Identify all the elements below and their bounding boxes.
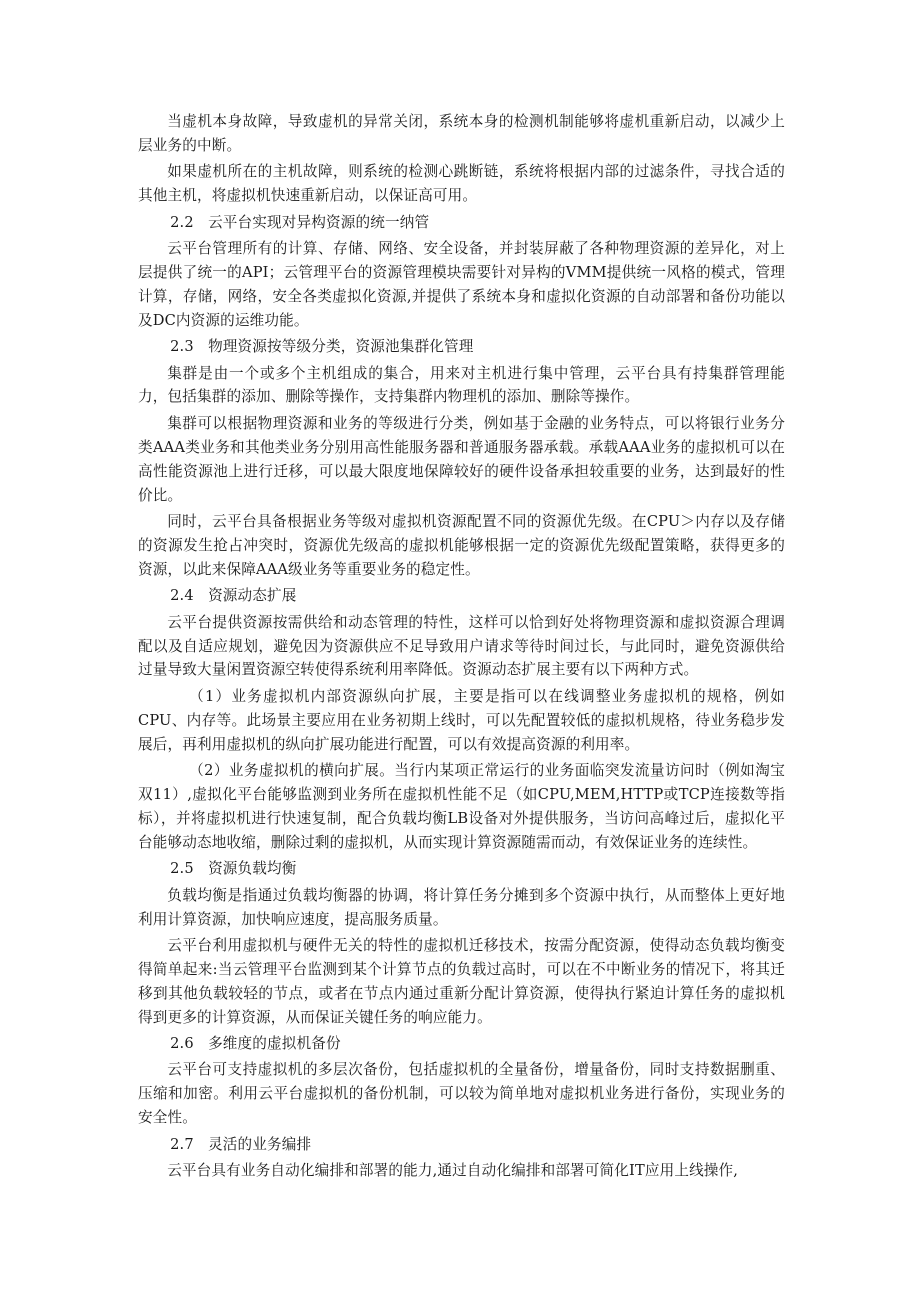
- section-number: 2.3: [170, 338, 194, 356]
- paragraph: 云平台提供资源按需供给和动态管理的特性，这样可以恰到好处将物理资源和虚拟资源合理调配以及自适应规划，避免因为资源供应不足导致用户请求等待时间过长，与此同时，避免资源供给过量导致大量闲置资源空转使得系统利用率降低。资源动态扩展主要有以下两种方式。: [138, 613, 785, 679]
- paragraph: 当虚机本身故障，导致虚机的异常关闭，系统本身的检测机制能够将虚机重新启动，以减少上层业务的中断。: [138, 113, 785, 154]
- document-page: [138, 110, 785, 1185]
- section-number: 2.5: [170, 860, 194, 878]
- paragraph: 云平台利用虚拟机与硬件无关的特性的虚拟机迁移技术，按需分配资源，使得动态负载均衡变得简单起来:当云管理平台监测到某个计算节点的负载过高时，可以在不中断业务的情况下，将其迁移到其他负载较轻的节点，或者在节点内通过重新分配计算资源，使得执行紧迫计算任务的虚拟机得到更多的计算资源，从而保证关键任务的响应能力。: [138, 936, 785, 1026]
- section-number: 2.7: [170, 1135, 194, 1153]
- section-heading: [138, 211, 785, 235]
- paragraph: 集群可以根据物理资源和业务的等级进行分类，例如基于金融的业务特点，可以将银行业务分类AAA类业务和其他类业务分别用高性能服务器和普通服务器承载。承载AAA业务的虚拟机可以在高性能资源池上进行迁移，可以最大限度地保障较好的硬件设备承担较重要的业务，达到最好的性价比。: [138, 414, 785, 504]
- paragraph: 云平台管理所有的计算、存储、网络、安全设备，并封装屏蔽了各种物理资源的差异化，对上层提供了统一的API；云管理平台的资源管理模块需要针对异构的VMM提供统一风格的模式，管理计算，存储，网络，安全各类虚拟化资源,并提供了系统本身和虚拟化资源的自动部署和备份功能以及DC内资源的运维功能。: [138, 240, 785, 329]
- section-heading: [138, 1032, 785, 1056]
- paragraph: 云平台具有业务自动化编排和部署的能力,通过自动化编排和部署可简化IT应用上线操作,: [167, 1162, 739, 1180]
- list-item: （2）业务虚拟机的横向扩展。当行内某项正常运行的业务面临突发流量访问时（例如淘宝双11）,虚拟化平台能够监测到业务所在虚拟机性能不足（如CPU,MEM,HTTP或TCP连接数等指标），并将虚拟机进行快速复制，配合负载均衡LB设备对外提供服务，当访问高峰过后，虚拟化平台能够动态地收缩，删除过剩的虚拟机，从而实现计算资源随需而动，有效保证业务的连续性。: [138, 762, 785, 851]
- section-heading: [138, 1133, 785, 1157]
- section-heading: [138, 584, 785, 608]
- section-number: 2.4: [170, 587, 194, 605]
- section-heading: [138, 335, 785, 359]
- paragraph: 云平台可支持虚拟机的多层次备份，包括虚拟机的全量备份，增量备份，同时支持数据删重、压缩和加密。利用云平台虚拟机的备份机制，可以较为简单地对虚拟机业务进行备份，实现业务的安全性。: [138, 1061, 785, 1127]
- list-item: （1）业务虚拟机内部资源纵向扩展，主要是指可以在线调整业务虚拟机的规格，例如CPU、内存等。此场景主要应用在业务初期上线时，可以先配置较低的虚拟机规格，待业务稳步发展后，再利用虚拟机的纵向扩展功能进行配置，可以有效提高资源的利用率。: [138, 687, 785, 753]
- section-title: 云平台实现对异构资源的统一纳管: [208, 213, 430, 231]
- section-heading: [138, 857, 785, 881]
- section-title: 多维度的虚拟机备份: [208, 1035, 341, 1053]
- paragraph: 如果虚机所在的主机故障，则系统的检测心跳断链，系统将根据内部的过滤条件，寻找合适的其他主机，将虚拟机快速重新启动，以保证高可用。: [138, 163, 785, 205]
- section-number: 2.2: [170, 213, 194, 231]
- section-title: 灵活的业务编排: [208, 1135, 312, 1153]
- section-title: 资源负载均衡: [208, 860, 297, 878]
- section-title: 资源动态扩展: [208, 587, 297, 605]
- section-number: 2.6: [170, 1035, 194, 1053]
- paragraph: 同时，云平台具备根据业务等级对虚拟机资源配置不同的资源优先级。在CPU＞内存以及存储的资源发生抢占冲突时，资源优先级高的虚拟机能够根据一定的资源优先级配置策略，获得更多的资源，以此来保障AAA级业务等重要业务的稳定性。: [138, 513, 785, 578]
- paragraph: 集群是由一个或多个主机组成的集合，用来对主机进行集中管理，云平台具有持集群管理能力，包括集群的添加、删除等操作，支持集群内物理机的添加、删除等操作。: [138, 364, 785, 406]
- section-title: 物理资源按等级分类，资源池集群化管理: [208, 338, 474, 356]
- paragraph: 负载均衡是指通过负载均衡器的协调，将计算任务分摊到多个资源中执行，从而整体上更好地利用计算资源，加快响应速度，提高服务质量。: [138, 886, 785, 928]
